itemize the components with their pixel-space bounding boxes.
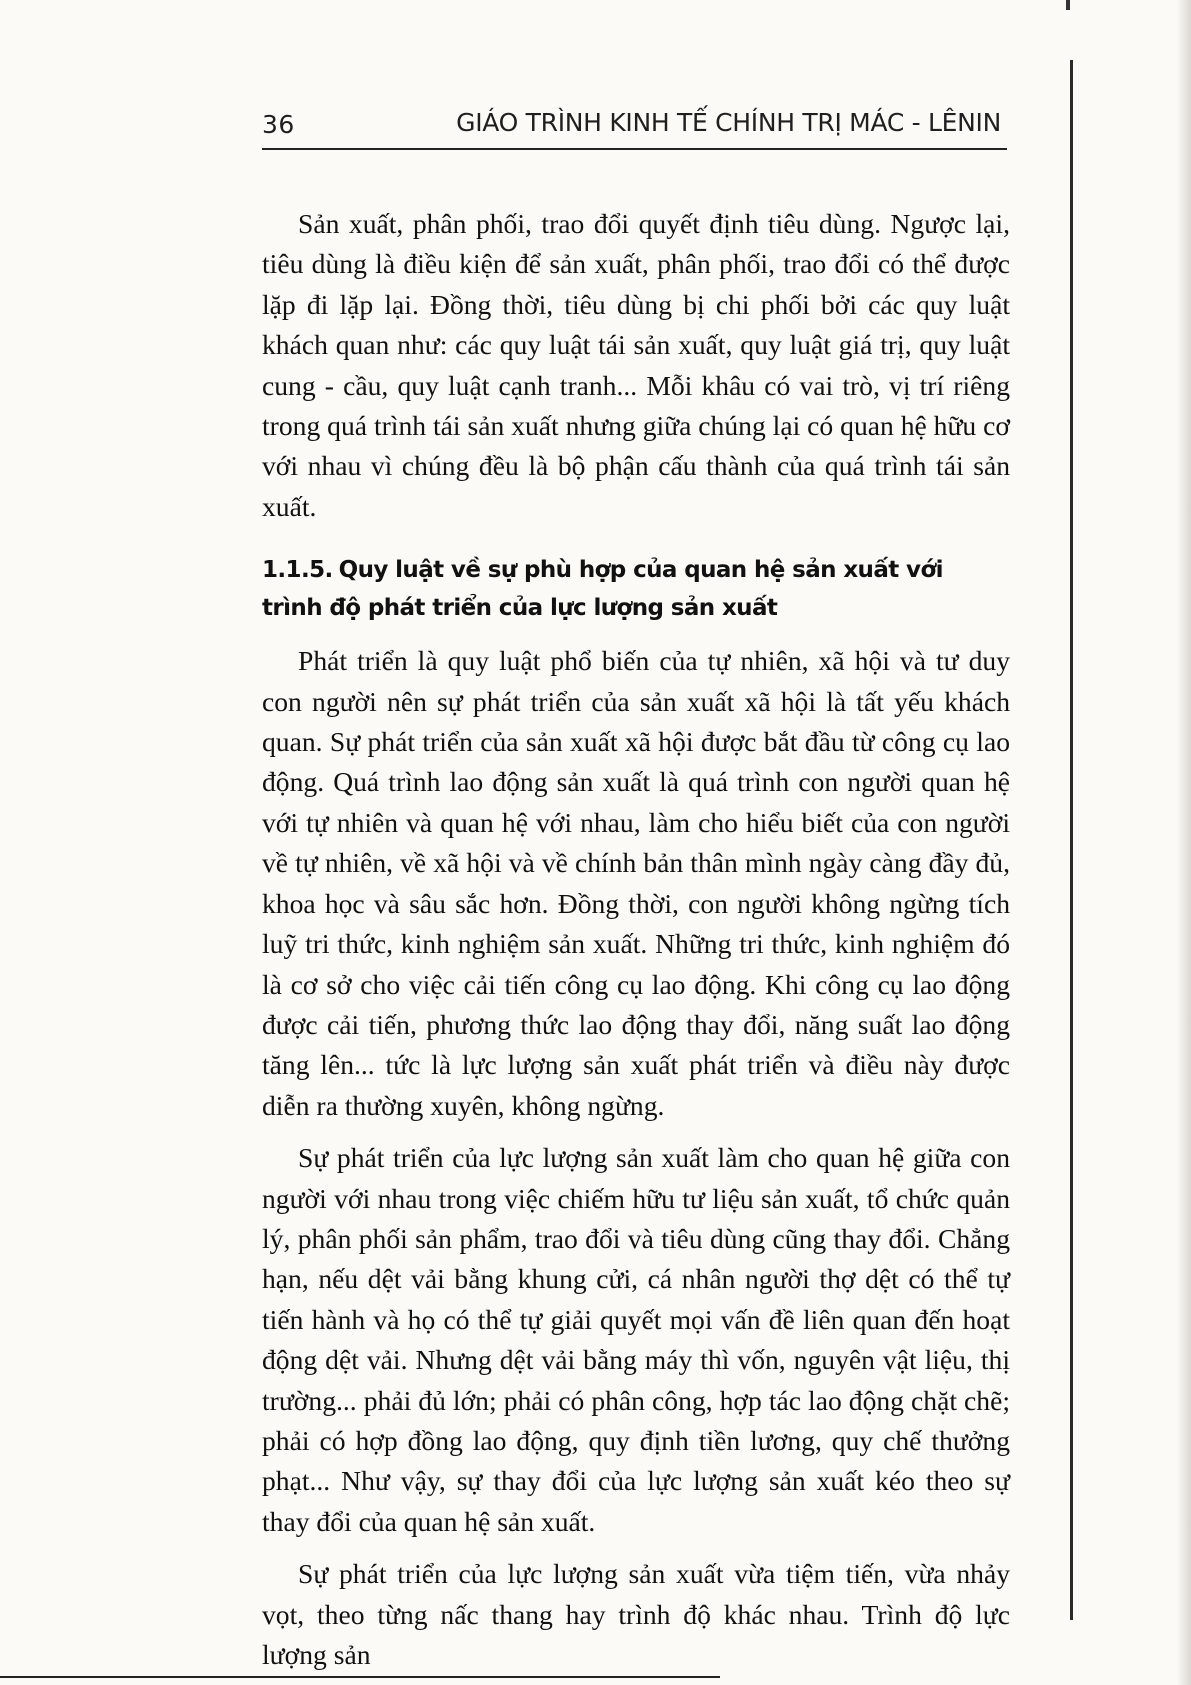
paragraph: Sự phát triển của lực lượng sản xuất vừa tiệm tiến, vừa nhảy vọt, theo từng nấc thang hay trình độ khác nhau. Trình độ lực lượng sản — [262, 1558, 1010, 1670]
page-number: 36 — [262, 110, 295, 139]
bottom-edge-line — [0, 1676, 720, 1678]
page-edge-shadow — [1177, 0, 1191, 1685]
paragraph: Sản xuất, phân phối, trao đổi quyết định tiêu dùng. Ngược lại, tiêu dùng là điều kiện để sản xuất, phân phối, trao đổi có thể được lặp đi lặp lại. Đồng thời, tiêu dùng bị chi phối bởi các quy luật khách quan như: các quy luật tái sản xuất, quy luật giá trị, quy luật cung - cầu, quy luật cạnh tranh... Mỗi khâu có vai trò, vị trí riêng trong quá trình tái sản xuất nhưng giữa chúng lại có quan hệ hữu cơ với nhau vì chúng đều là bộ phận cấu thành của quá trình tái sản xuất. — [262, 208, 1010, 522]
page-body — [262, 204, 1010, 1675]
section-title: Quy luật về sự phù hợp của quan hệ sản xuất với trình độ phát triển của lực lượng sản xuất — [262, 557, 943, 622]
section-number: 1.1.5. — [262, 557, 333, 584]
page-edge-line — [1070, 60, 1073, 1620]
paragraph: Phát triển là quy luật phổ biến của tự nhiên, xã hội và tư duy con người nên sự phát triển của sản xuất xã hội là tất yếu khách quan. Sự phát triển của sản xuất xã hội được bắt đầu từ công cụ lao động. Quá trình lao động sản xuất là quá trình con người quan hệ với tự nhiên và quan hệ với nhau, làm cho hiểu biết của con người về tự nhiên, về xã hội và về chính bản thân mình ngày càng đầy đủ, khoa học và sâu sắc hơn. Đồng thời, con người không ngừng tích luỹ tri thức, kinh nghiệm sản xuất. Những tri thức, kinh nghiệm đó là cơ sở cho việc cải tiến công cụ lao động. Khi công cụ lao động được cải tiến, phương thức lao động thay đổi, năng suất lao động tăng lên... tức là lực lượng sản xuất phát triển và điều này được diễn ra thường xuyên, không ngừng. — [262, 645, 1010, 1121]
running-title: GIÁO TRÌNH KINH TẾ CHÍNH TRỊ MÁC - LÊNIN — [456, 108, 1001, 137]
page-header — [262, 104, 1007, 150]
paragraph: Sự phát triển của lực lượng sản xuất làm cho quan hệ giữa con người với nhau trong việc chiếm hữu tư liệu sản xuất, tổ chức quản lý, phân phối sản phẩm, trao đổi và tiêu dùng cũng thay đổi. Chẳng hạn, nếu dệt vải bằng khung cửi, cá nhân người thợ dệt có thể tự tiến hành và họ có thể tự giải quyết mọi vấn đề liên quan đến hoạt động dệt vải. Nhưng dệt vải bằng máy thì vốn, nguyên vật liệu, thị trường... phải đủ lớn; phải có phân công, hợp tác lao động chặt chẽ; phải có hợp đồng lao động, quy định tiền lương, quy chế thưởng phạt... Như vậy, sự thay đổi của lực lượng sản xuất kéo theo sự thay đổi của quan hệ sản xuất. — [262, 1142, 1010, 1537]
page-edge-tick — [1066, 0, 1070, 10]
section-heading — [262, 551, 1010, 627]
